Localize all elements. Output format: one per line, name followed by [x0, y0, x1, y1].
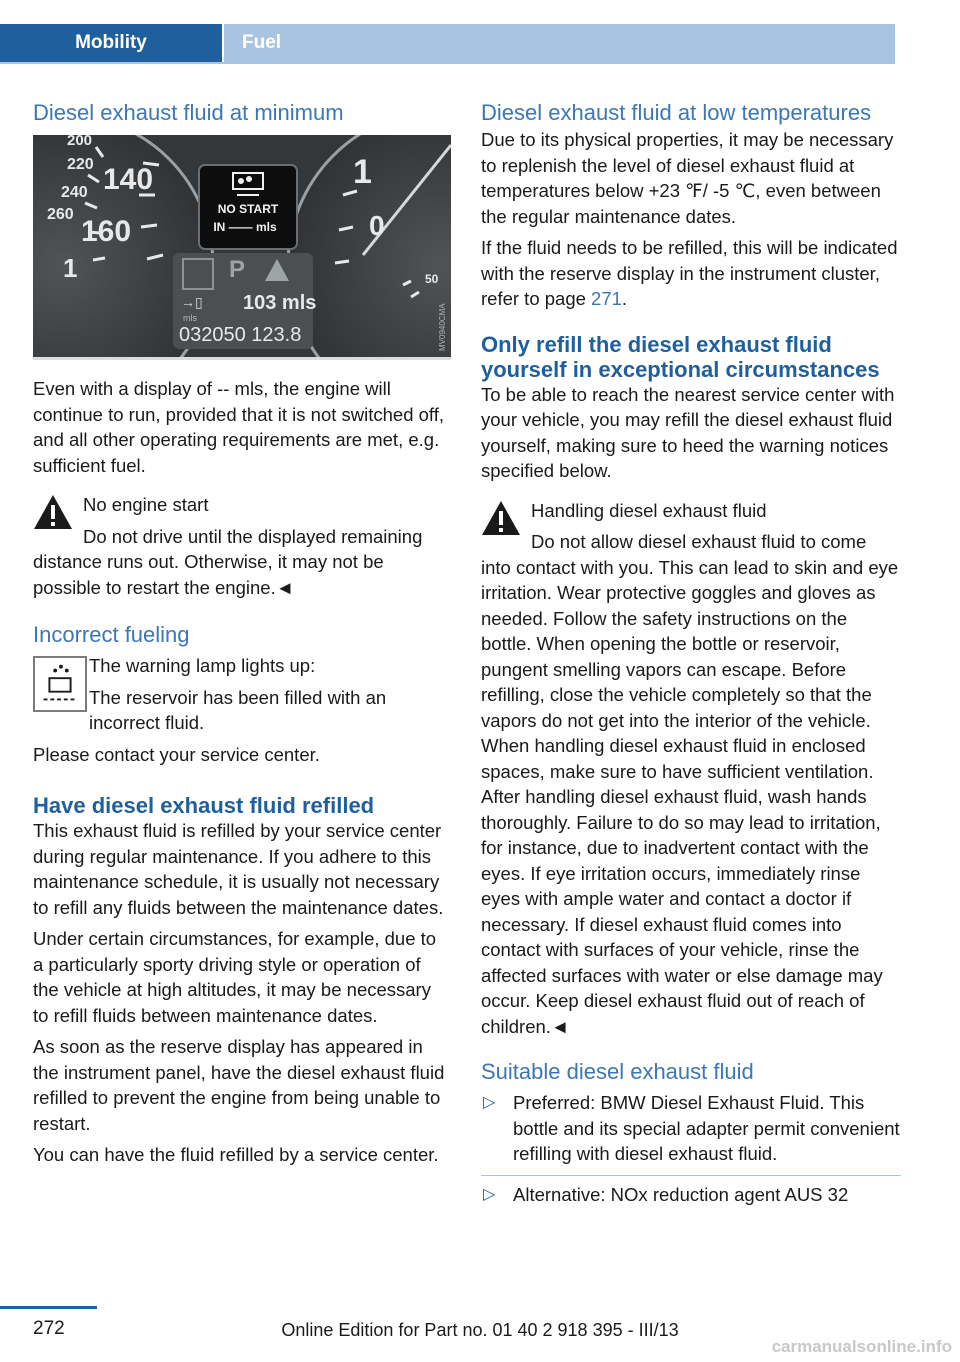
lamp-line-2: The reservoir has been filled with an incorrect fluid.	[89, 686, 387, 733]
footer-divider	[0, 1306, 97, 1309]
list-item	[481, 1182, 901, 1208]
instrument-cluster-figure	[33, 135, 451, 360]
bullet-text: Alternative: NOx reduction agent AUS 32	[513, 1183, 849, 1205]
page-link-271[interactable]: 271	[591, 288, 622, 309]
paragraph-refill-4: You can have the fluid refilled by a service center.	[33, 1144, 439, 1165]
warning-lamp-block	[33, 653, 451, 736]
instrument-cluster-image	[33, 135, 451, 357]
tab-fuel: Fuel	[224, 24, 895, 62]
header-divider	[0, 62, 895, 64]
paragraph-refill-1: This exhaust fluid is refilled by your service center during regular maintenance. If you adhere to this maintenance schedule, it is usually not necessary to refill any fluids between the maintenance dates.	[33, 820, 444, 918]
paragraph-min-display: Even with a display of -- mls, the engine will continue to run, provided that it is not switched off, and all other operating requirements are met, e.g. sufficient fuel.	[33, 378, 445, 476]
paragraph-contact: Please contact your service center.	[33, 743, 320, 765]
bullet-text: Preferred: BMW Diesel Exhaust Fluid. This bottle and its special adapter permit convenient refilling with diesel exhaust fluid.	[513, 1092, 900, 1164]
tacho-label: 1	[353, 153, 372, 191]
list-item	[481, 1090, 901, 1167]
warning-text: Do not drive until the displayed remaining distance runs out. Otherwise, it may not be possible to restart the engine.◄	[33, 525, 423, 598]
warning-icon	[481, 500, 521, 536]
def-warning-lamp-icon	[33, 656, 87, 712]
heading-only-refill: Only refill the diesel exhaust fluid yourself in exceptional circumstances	[481, 331, 880, 382]
odometer-readout: 032050 123.8	[179, 324, 302, 346]
paragraph-low-2-text: If the fluid needs to be refilled, this will be indicated with the reserve display in the instrument cluster, refer to page	[481, 237, 898, 309]
heading-minimum: Diesel exhaust fluid at minimum	[33, 100, 344, 125]
tacho-label: 0	[369, 210, 385, 241]
speed-label: 1	[63, 253, 78, 283]
warning-title: No engine start	[83, 494, 209, 515]
heading-refilled: Have diesel exhaust fluid refilled	[33, 793, 375, 818]
paragraph-refill-3: As soon as the reserve display has appeared in the instrument panel, have the diesel exhaust fluid refilled to prevent the engine from being unable to restart.	[33, 1036, 445, 1134]
list-divider	[481, 1175, 901, 1176]
right-column	[481, 100, 901, 1207]
tacho-label: 50	[425, 272, 439, 286]
bullet-triangle-icon: ▷	[483, 1094, 496, 1111]
watermark: carmanualsonline.info	[771, 1337, 952, 1356]
paragraph-low-1: Due to its physical properties, it may be necessary to replenish the level of diesel exhaust fluid at temperatures below +23 ℉/ -5 ℃, even between the regular maintenance dates.	[481, 129, 894, 227]
left-column	[33, 100, 451, 1168]
warning-handling-def	[481, 498, 901, 1040]
lamp-line-1: The warning lamp lights up:	[89, 655, 316, 676]
speed-label: 200	[67, 135, 93, 149]
range-readout: 103 mls	[243, 292, 317, 314]
bullet-triangle-icon: ▷	[483, 1185, 496, 1203]
warning-icon	[33, 494, 73, 530]
heading-low-temperatures: Diesel exhaust fluid at low temperatures	[481, 100, 872, 125]
heading-suitable: Suitable diesel exhaust fluid	[481, 1059, 754, 1084]
speed-label: 160	[81, 215, 132, 248]
speed-label: 240	[61, 184, 88, 201]
speed-label: 260	[47, 206, 74, 223]
arrow-icon: →▯	[181, 294, 203, 310]
image-code: MV0940CMA	[438, 303, 447, 351]
gear-indicator: P	[229, 256, 246, 283]
warning-no-engine-start	[33, 492, 451, 600]
display-line-1: NO START	[217, 202, 279, 216]
tab-mobility: Mobility	[0, 24, 222, 62]
warning-text: Do not allow diesel exhaust fluid to come into contact with you. This can lead to skin and eye irritation. Wear protective goggles and gloves as needed. Follow the safety instructions on the bottle. When opening the bottle or reservoir, pungent smelling vapors can escape. Before refilling, close the vehicle completely so that the vapors do not get into the interior of the vehicle. When handling diesel exhaust fluid in enclosed spaces, make sure to have sufficient ventilation. After handling diesel exhaust fluid, wash hands thoroughly. Failure to do so may lead to irritation, for instance, due to inadvertent contact with the eyes. If eye irritation occurs, immediately rinse eyes with ample water and contact a doctor if necessary. If diesel exhaust fluid comes into contact with surfaces of your vehicle, rinse the affected surfaces with water or else damage may occur. Keep diesel exhaust fluid out of reach of children.◄	[481, 531, 899, 1037]
edition-note: Online Edition for Part no. 01 40 2 918 395 - III/13	[281, 1320, 679, 1340]
page-number: 272	[33, 1318, 65, 1339]
odometer-unit: mls	[183, 313, 197, 323]
page-header	[0, 0, 895, 62]
paragraph-low-2	[481, 235, 901, 312]
speed-label: 220	[67, 156, 94, 173]
display-line-2: IN —— mls	[213, 220, 277, 234]
speed-label: 140	[103, 163, 154, 196]
warning-title: Handling diesel exhaust fluid	[531, 499, 767, 521]
heading-incorrect-fueling: Incorrect fueling	[33, 622, 190, 647]
paragraph-low-2-end: .	[621, 288, 628, 309]
paragraph-only: To be able to reach the nearest service center with your vehicle, you may refill the diesel exhaust fluid yourself, making sure to heed the warning notices specified below.	[481, 383, 895, 481]
paragraph-refill-2: Under certain circumstances, for example, due to a particularly sporty driving style or operation of the vehicle at high altitudes, it may be necessary to refill fluids between maintenance dates.	[33, 928, 437, 1026]
